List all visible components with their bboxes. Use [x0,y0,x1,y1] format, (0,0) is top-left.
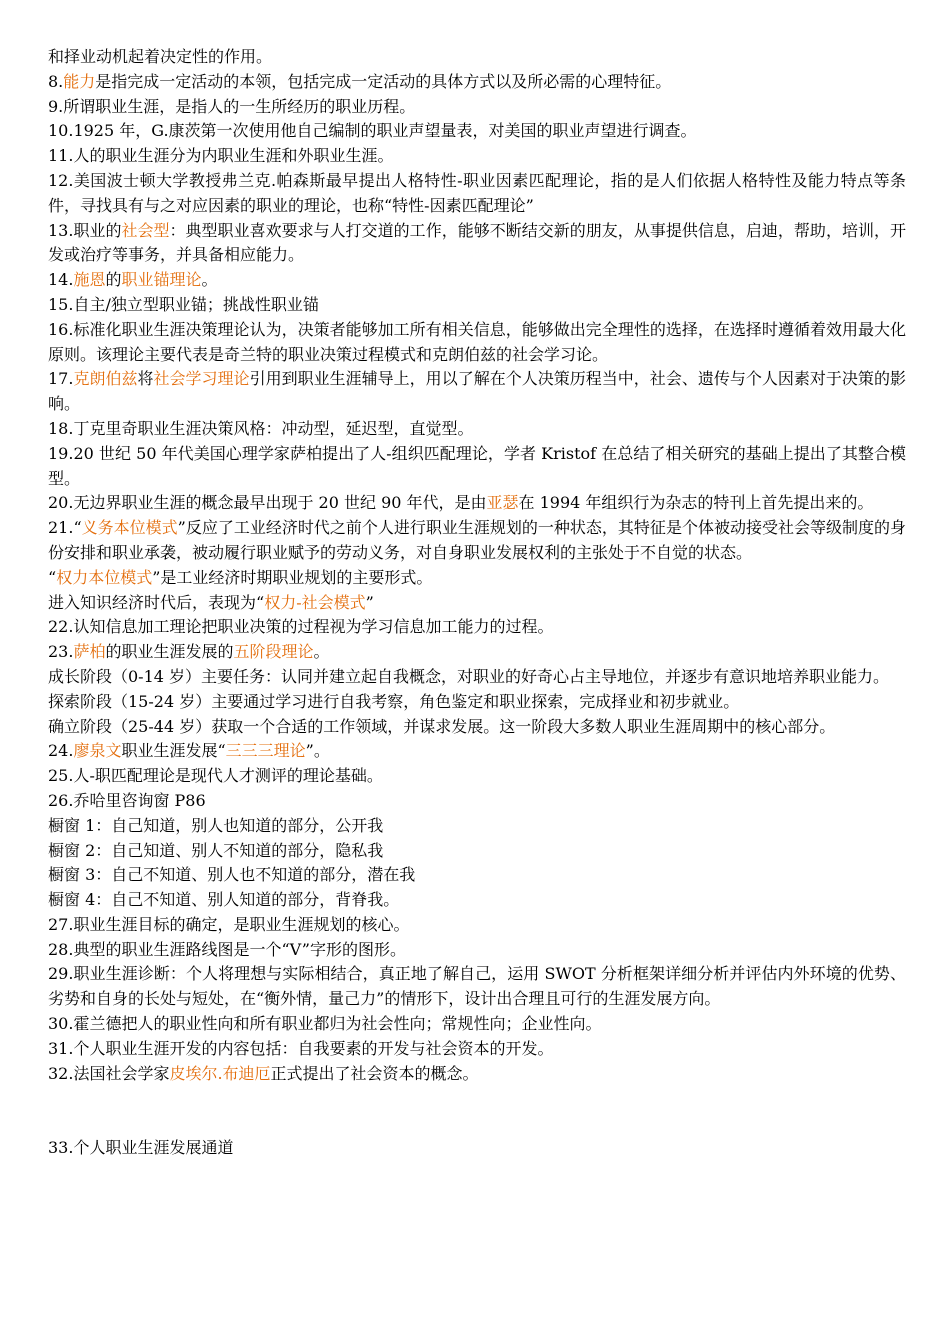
paragraph [48,591,906,616]
paragraph [48,690,906,715]
text-run: 24. [48,741,74,761]
paragraph [48,491,906,516]
text-run: 19.20 世纪 50 年代美国心理学家萨柏提出了人-组织匹配理论，学者 Kristof 在总结了相关研究的基础上提出了其整合模型。 [48,443,906,488]
text-run: 13.职业的 [48,220,122,240]
highlighted-term: 施恩 [73,270,106,290]
paragraph [48,938,906,963]
highlighted-term: 社会型 [121,220,170,240]
text-run: 确立阶段（25-44 岁）获取一个合适的工作领域，并谋求发展。这一阶段大多数人职业生涯周期中的核心部分。 [48,716,836,736]
text-run: 17. [48,369,74,389]
paragraph [48,219,906,269]
text-run: 11.人的职业生涯分为内职业生涯和外职业生涯。 [48,146,394,166]
text-run: 15.自主/独立型职业锚；挑战性职业锚 [48,294,319,314]
text-run: 20.无边界职业生涯的概念最早出现于 20 世纪 90 年代，是由 [48,493,487,513]
text-run: ”。 [305,741,330,761]
text-run: 12.美国波士顿大学教授弗兰克.帕森斯最早提出人格特性-职业因素匹配理论，指的是人们依据人格特性及能力特点等条件，寻找具有与之对应因素的职业的理论，也称“特性-因素匹配理论” [48,170,906,215]
text-run: 橱窗 2：自己知道、别人不知道的部分，隐私我 [48,840,384,860]
text-run: ”是工业经济时期职业规划的主要形式。 [152,567,433,587]
paragraph [48,640,906,665]
document-body [48,45,906,1086]
text-run: ”反应了工业经济时代之前个人进行职业生涯规划的一种状态，其特征是个体被动接受社会等级制度的身份安排和职业承袭，被动履行职业赋予的劳动义务，对自身职业发展权利的主张处于不自觉的状态。 [48,518,906,562]
text-run: 橱窗 3：自己不知道、别人也不知道的部分，潜在我 [48,865,416,885]
paragraph [48,962,906,1012]
text-run: 是指完成一定活动的本领，包括完成一定活动的具体方式以及所必需的心理特征。 [95,71,672,91]
text-run: 橱窗 1：自己知道，别人也知道的部分，公开我 [48,815,384,835]
text-run: 10.1925 年，G.康茨第一次使用他自己编制的职业声望量表，对美国的职业声望进行调查。 [48,121,697,141]
paragraph [48,715,906,740]
highlighted-term: 亚瑟 [486,493,519,513]
paragraph [48,1037,906,1062]
text-run: 职业生涯发展“ [121,741,226,761]
paragraph [48,789,906,814]
paragraph [48,516,906,566]
text-run: 21.“ [48,518,82,538]
highlighted-term: 职业锚理论 [121,270,202,290]
paragraph [48,863,906,888]
text-run: 将 [137,369,154,389]
paragraph [48,95,906,120]
text-run: 18.丁克里奇职业生涯决策风格：冲动型，延迟型，直觉型。 [48,418,474,438]
text-run: 28.典型的职业生涯路线图是一个“V”字形的图形。 [48,939,406,959]
paragraph [48,293,906,318]
text-run: ：典型职业喜欢要求与人打交道的工作，能够不断结交新的朋友，从事提供信息，启迪，帮助，培训，开发或治疗等事务，并具备相应能力。 [48,220,906,265]
highlighted-term: 皮埃尔.布迪厄 [169,1063,271,1083]
paragraph [48,566,906,591]
paragraph [48,169,906,219]
text-run: 引用到职业生涯辅导上，用以了解在个人决策历程当中，社会、遗传与个人因素对于决策的影响。 [48,369,906,414]
blank-line [48,1111,906,1136]
highlighted-term: 萨柏 [73,642,106,662]
text-run: 29.职业生涯诊断：个人将理想与实际相结合，真正地了解自己，运用 SWOT 分析框架详细分析并评估内外环境的优势、劣势和自身的长处与短处，在“衡外情，量己力”的情形下，设计出合理且可行的生涯发展方向。 [48,964,906,1009]
highlighted-term: 权力本位模式 [56,567,153,587]
text-run: 和择业动机起着决定性的作用。 [48,47,273,66]
text-run: 。 [201,270,218,290]
text-run: 正式提出了社会资本的概念。 [270,1063,479,1083]
paragraph [48,1012,906,1037]
paragraph [48,665,906,690]
text-run: 在 1994 年组织行为杂志的特刊上首先提出来的。 [518,493,874,513]
paragraph [48,268,906,293]
paragraph [48,45,906,70]
paragraph [48,739,906,764]
highlighted-term: 三三三理论 [225,741,306,761]
text-run: 30.霍兰德把人的职业性向和所有职业都归为社会性向；常规性向；企业性向。 [48,1014,602,1034]
text-run: 14. [48,270,74,290]
text-run: “ [48,567,57,587]
highlighted-term: 廖泉文 [73,741,122,761]
text-run: 的职业生涯发展的 [105,642,234,662]
text-run: 橱窗 4：自己不知道、别人知道的部分，背脊我。 [48,890,400,910]
text-run: 进入知识经济时代后，表现为“ [48,592,265,612]
paragraph [48,913,906,938]
highlighted-term: 五阶段理论 [233,642,314,662]
paragraph [48,839,906,864]
text-run: 26.乔哈里咨询窗 P86 [48,790,206,810]
text-run: 的 [105,270,122,290]
text-run: 探索阶段（15-24 岁）主要通过学习进行自我考察，角色鉴定和职业探索，完成择业和初步就业。 [48,691,740,711]
text-run: 23. [48,642,74,662]
highlighted-term: 权力-社会模式 [264,592,366,612]
highlighted-term: 克朗伯兹 [73,369,138,389]
highlighted-term: 社会学习理论 [153,369,250,389]
paragraph [48,814,906,839]
text-run: 16.标准化职业生涯决策理论认为，决策者能够加工所有相关信息，能够做出完全理性的选择，在选择时遵循着效用最大化原则。该理论主要代表是奇兰特的职业决策过程模式和克朗伯兹的社会学习论。 [48,319,906,364]
paragraph [48,1062,906,1087]
text-run: 。 [313,642,330,662]
paragraph [48,417,906,442]
text-run: 成长阶段（0-14 岁）主要任务：认同并建立起自我概念，对职业的好奇心占主导地位，并逐步有意识地培养职业能力。 [48,666,890,686]
paragraph [48,764,906,789]
paragraph [48,70,906,95]
text-run: 32.法国社会学家 [48,1063,170,1083]
paragraph [48,318,906,368]
text-run: 8. [48,71,64,91]
text-run: 25.人-职匹配理论是现代人才测评的理论基础。 [48,766,383,786]
blank-line [48,1086,906,1111]
text-run: 31.个人职业生涯开发的内容包括：自我要素的开发与社会资本的开发。 [48,1038,554,1058]
highlighted-term: 义务本位模式 [81,518,178,538]
text-run: ” [365,592,374,612]
paragraph [48,442,906,492]
paragraph [48,367,906,417]
text-run: 27.职业生涯目标的确定，是职业生涯规划的核心。 [48,914,410,934]
section-heading-33: 33.个人职业生涯发展通道 [48,1138,234,1158]
text-run: 22.认知信息加工理论把职业决策的过程视为学习信息加工能力的过程。 [48,617,554,637]
paragraph [48,888,906,913]
text-run: 9.所谓职业生涯，是指人的一生所经历的职业历程。 [48,96,416,116]
paragraph [48,119,906,144]
paragraph [48,615,906,640]
paragraph [48,144,906,169]
highlighted-term: 能力 [63,71,96,91]
